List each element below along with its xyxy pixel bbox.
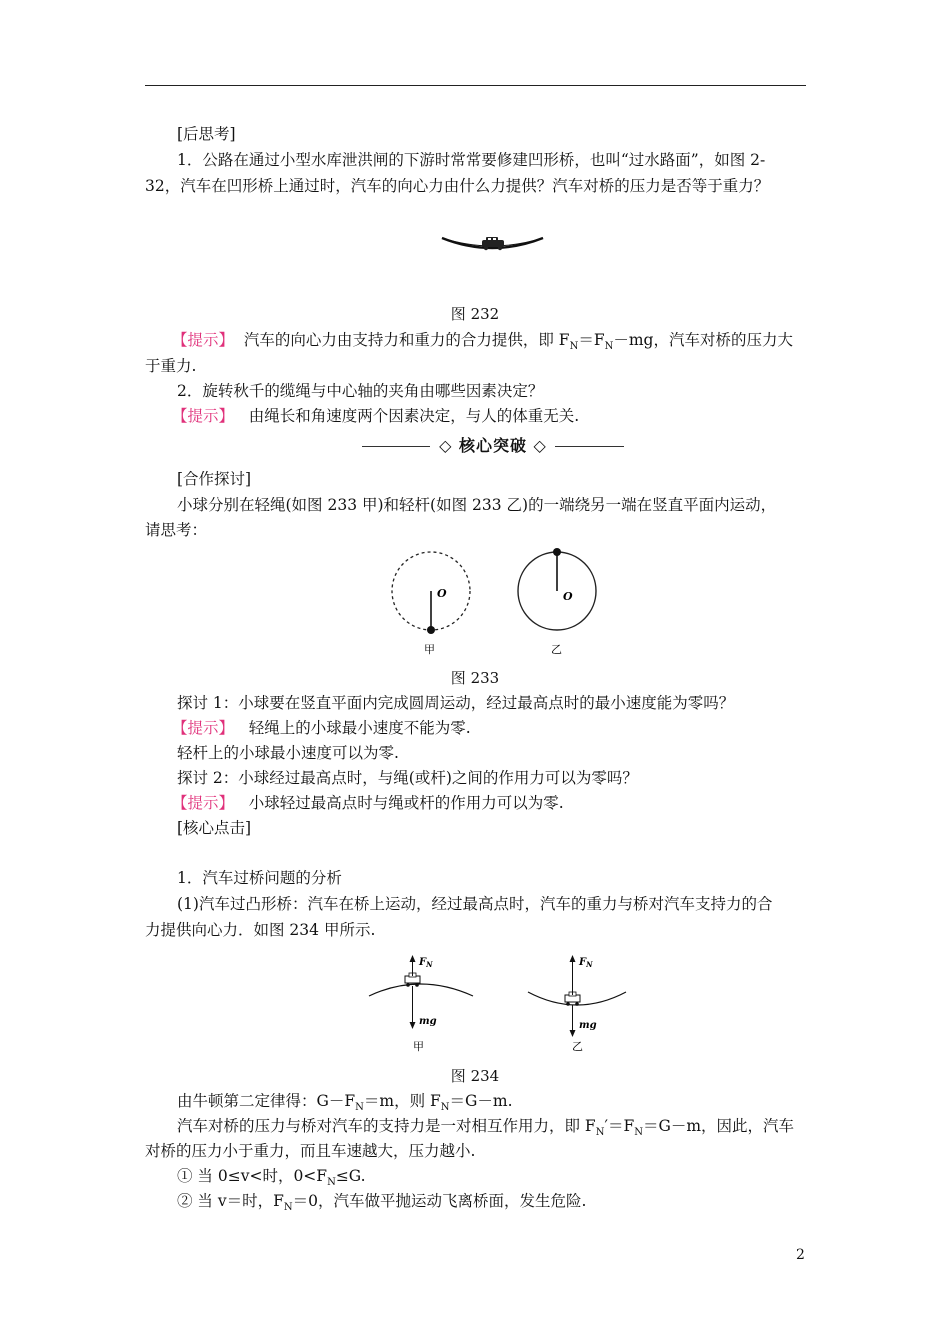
hint-1-line-2: 于重力. [145, 357, 197, 375]
page-number: 2 [796, 1247, 805, 1263]
label-o-left: O [437, 587, 447, 600]
label-jia: 甲 [413, 1040, 424, 1053]
hint-1-line-1: 【提示】 汽车的向心力由支持力和重力的合力提供，即 $F_N=F_N-mg$，汽车对桥的压力大 [172, 331, 793, 353]
point-3-line-1: 汽车对桥的压力与桥对汽车的支持力是一对相互作用力，即 $F_N'=F_N=G-m$，因此，汽车 [177, 1117, 795, 1139]
point-2-line-2: 力提供向心力．如图 234 甲所示. [145, 921, 376, 939]
discussion-1: 探讨 1：小球要在竖直平面内完成圆周运动，经过最高点时的最小速度能为零吗？ [177, 694, 735, 712]
section-header-core [362, 436, 624, 456]
discussion-1-extra: 轻杆上的小球最小速度可以为零. [177, 744, 399, 762]
figure-232-concave-bridge [440, 232, 545, 262]
hint-label: 【提示】 [172, 794, 235, 812]
ball-bottom [427, 626, 435, 634]
point-2-line-1: (1)汽车过凸形桥：汽车在桥上运动，经过最高点时，汽车的重力与桥对汽车支持力的合 [177, 895, 773, 913]
discussion-2: 探讨 2：小球经过最高点时，与绳(或杆)之间的作用力可以为零吗？ [177, 769, 638, 787]
mg-label-left: mg [419, 1016, 437, 1027]
cooperation-title: [合作探讨] [177, 470, 252, 488]
hint-2: 【提示】 由绳长和角速度两个因素决定，与人的体重无关. [172, 407, 580, 425]
reflect-title: [后思考] [177, 125, 236, 143]
figure-234-bridges [365, 952, 630, 1057]
figure-232-caption: 图 232 [450, 305, 500, 323]
hint-3: 【提示】 轻绳上的小球最小速度不能为零. [172, 719, 471, 737]
case-2: ② 当 v＝时，$F_N=0$，汽车做平抛运动飞离桥面，发生危险. [177, 1192, 587, 1214]
question-2: 2．旋转秋千的缆绳与中心轴的夹角由哪些因素决定？ [177, 382, 544, 400]
fn-label-left: $F_N$ [419, 957, 433, 969]
question-1-line-2: 32，汽车在凹形桥上通过时，汽车的向心力由什么力提供？汽车对桥的压力是否等于重力？ [145, 177, 770, 195]
case-1: ① 当 0≤v<时，$0<F_N\le G$. [177, 1167, 366, 1189]
hint-label: 【提示】 [172, 407, 235, 425]
section-title: ◇ 核心突破 ◇ [439, 436, 547, 455]
mg-label-right: mg [579, 1020, 597, 1031]
figure-233-caption: 图 233 [450, 669, 500, 687]
core-points-title: [核心点击] [177, 819, 252, 837]
convex-bridge [369, 984, 473, 996]
question-1-line-1: 1．公路在通过小型水库泄洪闸的下游时常常要修建凹形桥，也叫“过水路面”，如图 2- [177, 151, 766, 169]
point-3-line-2: 对桥的压力小于重力，而且车速越大，压力越小. [145, 1142, 476, 1160]
header-rule [145, 85, 806, 86]
cooperation-line-2: 请思考： [145, 521, 208, 539]
equation-1: 由牛顿第二定律得：$G-F_N=m$，则 $F_N=G-m$. [177, 1092, 513, 1114]
hint-label: 【提示】 [172, 719, 235, 737]
cooperation-line-1: 小球分别在轻绳(如图 233 甲)和轻杆(如图 233 乙)的一端绕另一端在竖直平面内运动， [177, 496, 777, 514]
fn-label-right: $F_N$ [579, 957, 593, 969]
label-yi: 乙 [572, 1040, 583, 1053]
ball-top [553, 548, 561, 556]
label-jia: 甲 [424, 643, 435, 656]
label-yi: 乙 [551, 643, 562, 656]
figure-233-rope-and-rod [380, 545, 610, 660]
hint-label: 【提示】 [172, 331, 235, 349]
label-o-right: O [563, 590, 573, 603]
point-1: 1．汽车过桥问题的分析 [177, 869, 342, 887]
hint-4: 【提示】 小球轻过最高点时与绳或杆的作用力可以为零. [172, 794, 564, 812]
figure-234-caption: 图 234 [450, 1067, 500, 1085]
